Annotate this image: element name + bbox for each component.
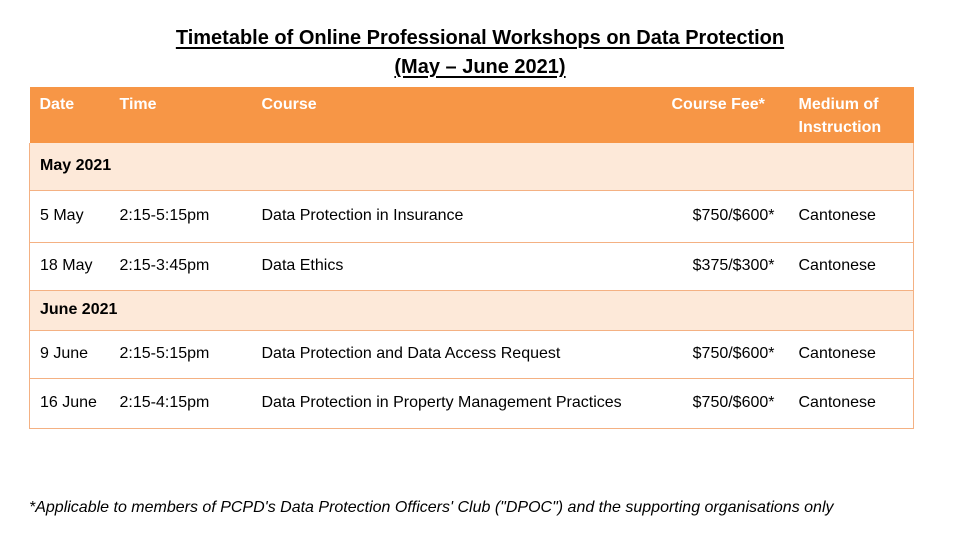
table-row [30, 378, 914, 428]
header-date: Date [30, 87, 110, 143]
table-row [30, 242, 914, 290]
header-medium-line-1: Medium of [798, 96, 879, 113]
cell-course: Data Ethics [252, 242, 662, 290]
cell-medium: Cantonese [789, 378, 914, 428]
table-row [30, 330, 914, 378]
cell-medium: Cantonese [789, 190, 914, 242]
cell-course: Data Protection in Insurance [252, 190, 662, 242]
cell-time: 2:15-4:15pm [110, 378, 252, 428]
cell-date: 18 May [30, 242, 110, 290]
cell-fee: $750/$600* [662, 330, 789, 378]
page-title [0, 24, 960, 82]
title-line-2: (May – June 2021) [394, 56, 566, 78]
cell-date: 9 June [30, 330, 110, 378]
cell-fee: $375/$300* [662, 242, 789, 290]
cell-course: Data Protection and Data Access Request [252, 330, 662, 378]
cell-date: 16 June [30, 378, 110, 428]
cell-time: 2:15-5:15pm [110, 330, 252, 378]
cell-fee: $750/$600* [662, 378, 789, 428]
cell-medium: Cantonese [789, 242, 914, 290]
footnote: *Applicable to members of PCPD's Data Protection Officers' Club ("DPOC") and the supporting organisations only [29, 499, 834, 516]
month-row-june [30, 290, 914, 330]
cell-course: Data Protection in Property Management Practices [252, 378, 662, 428]
header-course-fee: Course Fee* [662, 87, 789, 143]
month-label: May 2021 [30, 143, 914, 190]
header-course: Course [252, 87, 662, 143]
cell-fee: $750/$600* [662, 190, 789, 242]
header-time: Time [110, 87, 252, 143]
cell-time: 2:15-3:45pm [110, 242, 252, 290]
month-row-may [30, 143, 914, 190]
cell-date: 5 May [30, 190, 110, 242]
workshop-timetable [29, 87, 914, 429]
header-row [30, 87, 914, 143]
title-line-1: Timetable of Online Professional Workshops on Data Protection [175, 27, 785, 49]
month-label: June 2021 [30, 290, 914, 330]
table-row [30, 190, 914, 242]
header-medium-line-2: Instruction [798, 119, 882, 136]
cell-time: 2:15-5:15pm [110, 190, 252, 242]
cell-medium: Cantonese [789, 330, 914, 378]
header-medium [789, 87, 914, 143]
